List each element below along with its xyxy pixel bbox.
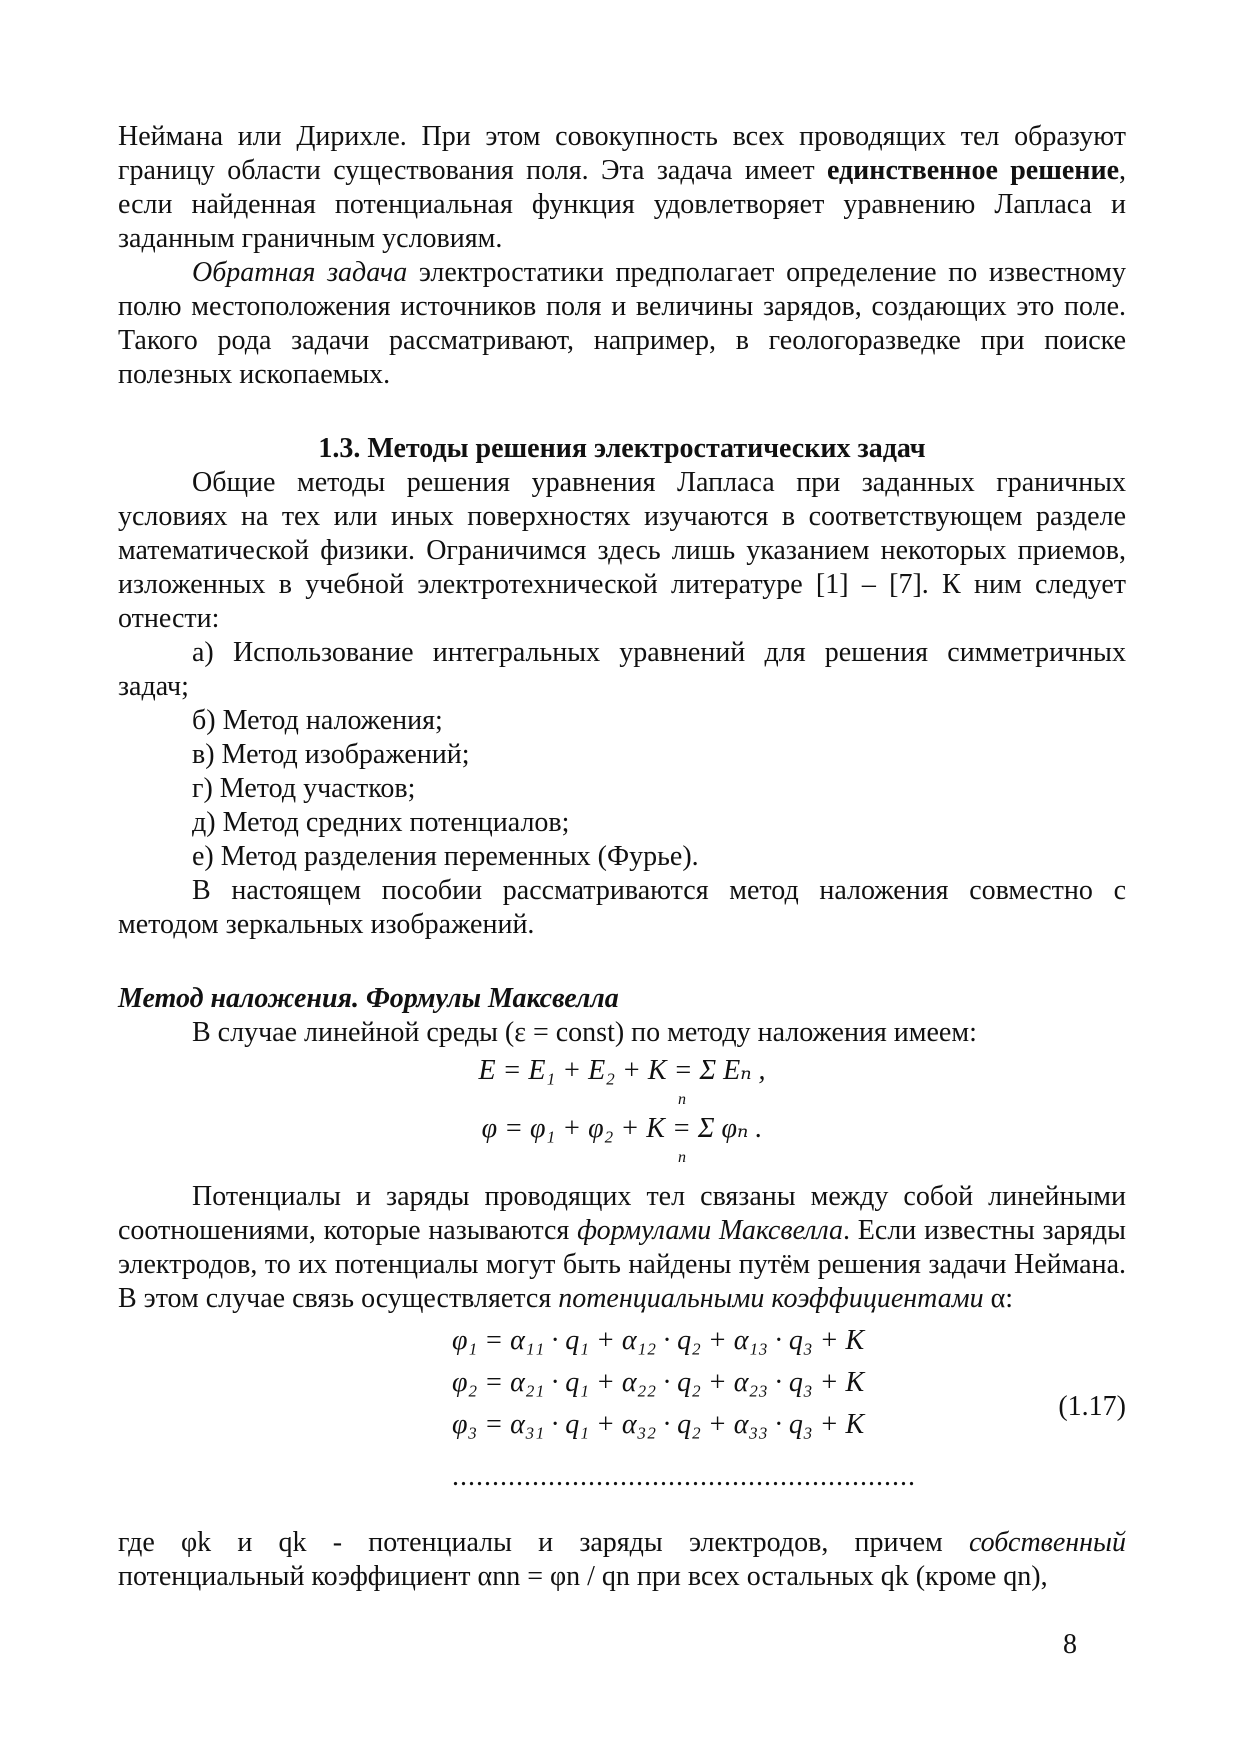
list-item: г) Метод участков; (192, 773, 416, 804)
text: потенциальный коэффициент αnn = φn / qn при всех остальных qk (кроме qn), (118, 1561, 1048, 1592)
text: Потенциалы и заряды проводящих тел связаны между собой линейными соотношениями, которые называются (118, 1181, 1126, 1246)
equation-line: φ₁ = α₁₁ · q₁ + α₁₂ · q₂ + α₁₃ · q₃ + K (452, 1325, 865, 1356)
paragraph-methods: Общие методы решения уравнения Лапласа при заданных граничных условиях на тех или иных поверхностях изучаются в соответствующем разделе математической физики. Ограничимся здесь лишь указанием некоторых приемов, изложенных в учебной электротехнической литературе [1] – [7]. К ним следует отнести: (118, 467, 1126, 634)
text: где φk и qk - потенциалы и заряды электродов, причем (118, 1527, 969, 1558)
paragraph-inverse-problem (118, 256, 1126, 392)
equation-line: φ₂ = α₂₁ · q₁ + α₂₂ · q₂ + α₂₃ · q₃ + K (452, 1367, 865, 1398)
formula-potential-superposition: φ = φ₁ + φ₂ + K = Σ φₙ . (481, 1113, 763, 1144)
paragraph-manual: В настоящем пособии рассматриваются метод наложения совместно с методом зеркальных изображений. (118, 875, 1126, 940)
text: электростатики предполагает определение по известному полю местоположения источников поля и величины зарядов, создающих это поле. Такого рода задачи рассматривают, например, в геологоразведке при поиске полезных ископаемых. (118, 257, 1126, 390)
sum-index: n (678, 1149, 686, 1166)
equation-number: (1.17) (1058, 1391, 1126, 1422)
text: α: (983, 1283, 1014, 1314)
list-item: в) Метод изображений; (192, 739, 470, 770)
italic-term: собственный (968, 1527, 1126, 1558)
italic-term: Обратная задача (192, 257, 408, 288)
list-item: е) Метод разделения переменных (Фурье). (192, 841, 699, 872)
text: . Если известны заряды электродов, то их потенциалы могут быть найдены путём решения задачи Неймана. В этом случае связь осуществляется (118, 1215, 1126, 1314)
paragraph-potentials (118, 1180, 1126, 1316)
equation-system (118, 1324, 1126, 1514)
ellipsis-dots: .......................................................... (452, 1461, 916, 1492)
section-heading: 1.3. Методы решения электростатических задач (318, 433, 926, 464)
subheading: Метод наложения. Формулы Максвелла (118, 983, 619, 1014)
text: Неймана или Дирихле. При этом совокупность всех проводящих тел образуют границу области существования поля. Эта задача имеет (118, 121, 1126, 186)
page-content (118, 120, 1126, 1594)
paragraph-linear-medium: В случае линейной среды (ε = const) по методу наложения имеем: (192, 1017, 977, 1048)
list-item: а) Использование интегральных уравнений для решения симметричных задач; (118, 637, 1126, 702)
italic-term: формулами Максвелла (577, 1215, 844, 1246)
list-item: д) Метод средних потенциалов; (192, 807, 570, 838)
sum-index: n (678, 1091, 686, 1108)
text: , если найденная потенциальная функция удовлетворяет уравнению Лапласа и заданным граничным условиям. (118, 155, 1126, 254)
bold-term: единственное решение (826, 155, 1119, 186)
formula-field-superposition: E = E₁ + E₂ + K = Σ Eₙ , (478, 1055, 766, 1086)
paragraph-where (118, 1526, 1126, 1594)
paragraph-continuation (118, 120, 1126, 256)
page-number: 8 (1063, 1629, 1077, 1660)
italic-term: потенциальными коэффициентами (558, 1283, 984, 1314)
list-item: б) Метод наложения; (192, 705, 443, 736)
equation-line: φ₃ = α₃₁ · q₁ + α₃₂ · q₂ + α₃₃ · q₃ + K (452, 1409, 865, 1440)
